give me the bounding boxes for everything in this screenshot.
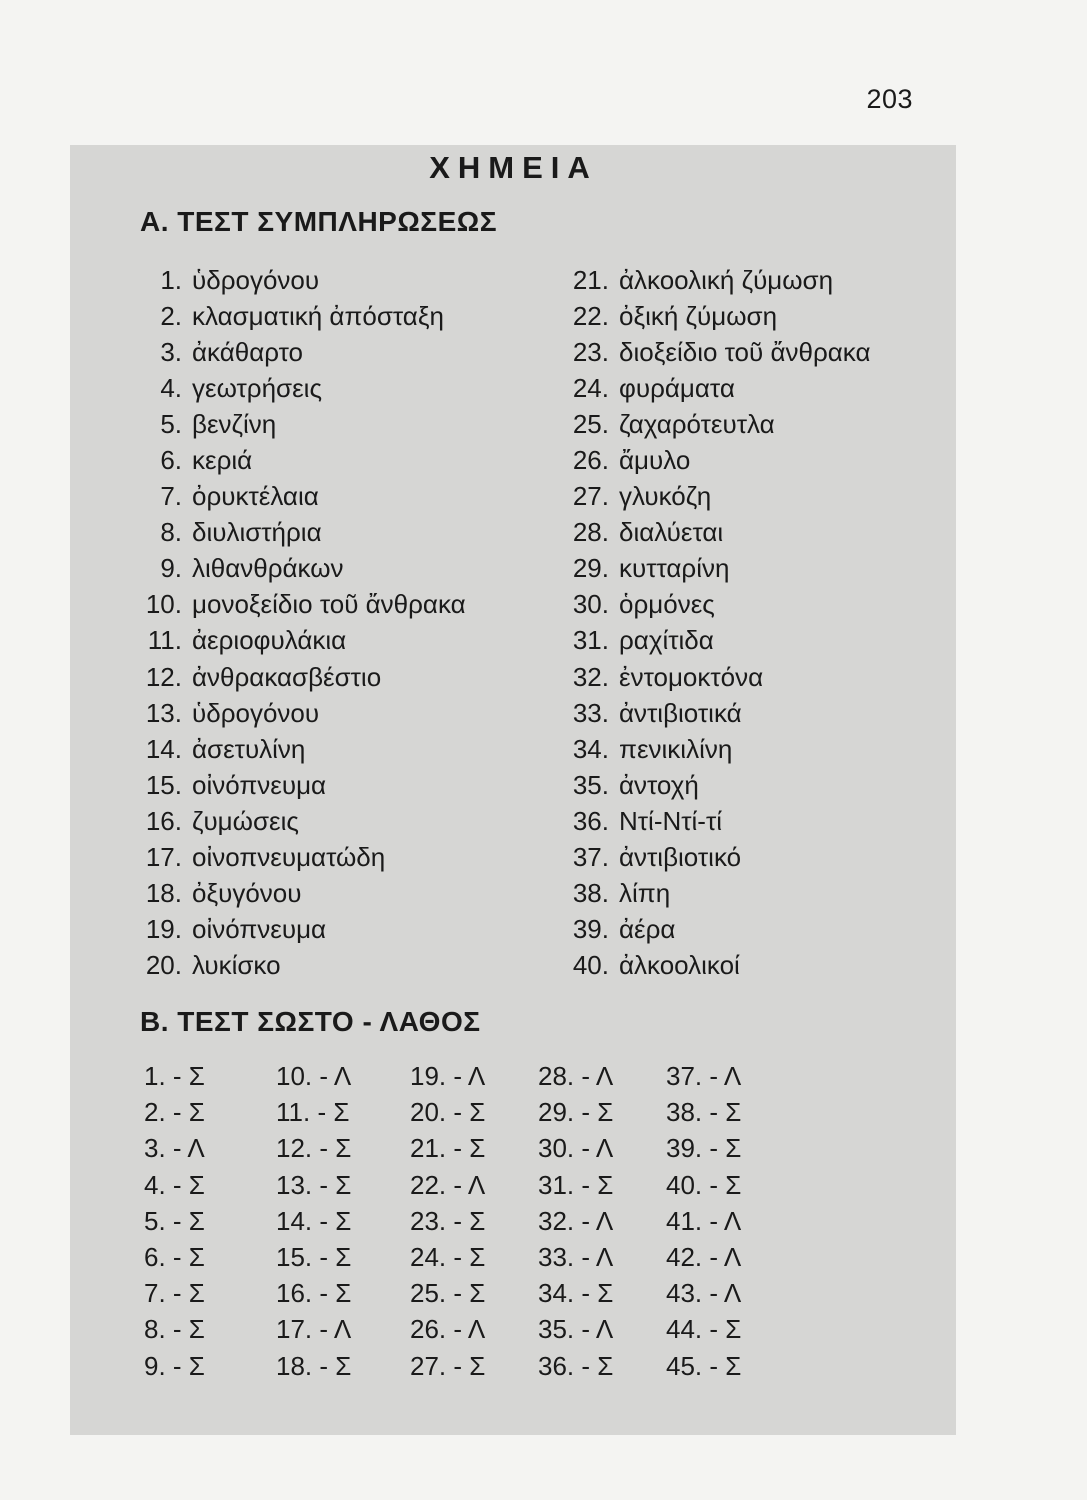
fill-in-item bbox=[136, 298, 466, 334]
fill-in-item bbox=[136, 911, 466, 947]
true-false-answer: 31. - Σ bbox=[538, 1169, 614, 1200]
fill-in-answers-left bbox=[136, 262, 466, 983]
fill-in-item bbox=[136, 731, 466, 767]
fill-in-item bbox=[136, 406, 466, 442]
item-answer: ἀσετυλίνη bbox=[192, 733, 306, 764]
fill-in-item bbox=[565, 514, 870, 550]
item-answer: διοξείδιο τοῦ ἄνθρακα bbox=[619, 337, 871, 368]
true-false-answer: 5. - Σ bbox=[144, 1205, 205, 1236]
item-answer: διαλύεται bbox=[619, 517, 724, 548]
true-false-answer: 33. - Λ bbox=[538, 1241, 614, 1272]
item-number: 33. bbox=[572, 697, 609, 728]
fill-in-item bbox=[565, 803, 870, 839]
item-number: 9. bbox=[160, 553, 182, 584]
fill-in-item bbox=[136, 695, 466, 731]
true-false-answer: 12. - Σ bbox=[276, 1133, 352, 1164]
item-number: 19. bbox=[145, 913, 182, 944]
fill-in-item bbox=[565, 947, 870, 983]
fill-in-item bbox=[136, 622, 466, 658]
item-answer: διυλιστήρια bbox=[192, 517, 322, 548]
item-answer: ὀξυγόνου bbox=[192, 877, 302, 908]
item-answer: ἀέρα bbox=[619, 913, 676, 944]
fill-in-item bbox=[136, 334, 466, 370]
true-false-answer: 44. - Σ bbox=[666, 1314, 742, 1345]
item-number: 7. bbox=[160, 481, 182, 512]
fill-in-item bbox=[565, 442, 870, 478]
item-answer: κλασματική ἀπόσταξη bbox=[192, 301, 444, 332]
true-false-answer: 35. - Λ bbox=[538, 1314, 614, 1345]
true-false-answer: 28. - Λ bbox=[538, 1061, 614, 1091]
item-number: 4. bbox=[160, 373, 182, 404]
item-answer: πενικιλίνη bbox=[619, 733, 733, 764]
true-false-answer: 20. - Σ bbox=[410, 1097, 486, 1128]
fill-in-item bbox=[565, 622, 870, 658]
true-false-answer: 23. - Σ bbox=[410, 1205, 486, 1236]
item-answer: γεωτρήσεις bbox=[192, 373, 322, 404]
fill-in-item bbox=[136, 478, 466, 514]
fill-in-item bbox=[136, 767, 466, 803]
true-false-answer: 43. - Λ bbox=[666, 1278, 742, 1309]
item-number: 17. bbox=[145, 841, 182, 872]
fill-in-item bbox=[136, 586, 466, 622]
item-answer: ὀξική ζύμωση bbox=[619, 301, 778, 332]
section-a-heading: Α. ΤΕΣΤ ΣΥΜΠΛΗΡΩΣΕΩΣ bbox=[140, 206, 498, 237]
item-answer: ἀντοχή bbox=[619, 769, 699, 800]
item-number: 5. bbox=[160, 409, 182, 440]
true-false-answer: 18. - Σ bbox=[276, 1350, 352, 1381]
true-false-answer: 45. - Σ bbox=[666, 1350, 742, 1381]
fill-in-item bbox=[565, 406, 870, 442]
item-number: 8. bbox=[160, 517, 182, 548]
fill-in-answers-right bbox=[565, 262, 870, 983]
fill-in-item bbox=[565, 911, 870, 947]
item-number: 27. bbox=[572, 481, 609, 512]
item-answer: μονοξείδιο τοῦ ἄνθρακα bbox=[192, 589, 466, 620]
true-false-answer: 24. - Σ bbox=[410, 1241, 486, 1272]
fill-in-item bbox=[565, 875, 870, 911]
true-false-answer: 21. - Σ bbox=[410, 1133, 486, 1164]
item-number: 24. bbox=[572, 373, 609, 404]
true-false-column bbox=[410, 1058, 485, 1384]
fill-in-item bbox=[565, 478, 870, 514]
item-answer: ὁρμόνες bbox=[619, 589, 715, 620]
item-answer: ἀντιβιοτικό bbox=[619, 841, 742, 872]
item-number: 32. bbox=[572, 661, 609, 692]
fill-in-item bbox=[136, 875, 466, 911]
fill-in-item bbox=[565, 731, 870, 767]
fill-in-item bbox=[565, 839, 870, 875]
item-answer: οἰνοπνευματώδη bbox=[192, 841, 386, 872]
item-answer: λιθανθράκων bbox=[192, 553, 344, 584]
item-answer: ἄμυλο bbox=[619, 445, 691, 476]
true-false-column bbox=[538, 1058, 613, 1384]
item-answer: ἀνθρακασβέστιο bbox=[192, 661, 382, 692]
fill-in-item bbox=[136, 803, 466, 839]
item-answer: γλυκόζη bbox=[619, 481, 712, 512]
item-answer: ἐντομοκτόνα bbox=[619, 661, 764, 692]
item-answer: ραχίτιδα bbox=[619, 625, 714, 656]
true-false-answer: 29. - Σ bbox=[538, 1097, 614, 1128]
item-answer: φυράματα bbox=[619, 373, 735, 404]
item-number: 25. bbox=[572, 409, 609, 440]
true-false-answer: 22. - Λ bbox=[410, 1169, 486, 1200]
item-number: 23. bbox=[572, 337, 609, 368]
true-false-answer: 11. - Σ bbox=[276, 1097, 350, 1128]
fill-in-item bbox=[565, 334, 870, 370]
true-false-answer: 7. - Σ bbox=[144, 1278, 205, 1309]
item-answer: ἀλκοολικοί bbox=[619, 949, 740, 980]
fill-in-item bbox=[136, 442, 466, 478]
item-number: 36. bbox=[572, 805, 609, 836]
true-false-answer: 13. - Σ bbox=[276, 1169, 352, 1200]
item-answer: ζαχαρότευτλα bbox=[619, 409, 775, 440]
item-answer: λυκίσκο bbox=[192, 949, 281, 980]
fill-in-item bbox=[565, 659, 870, 695]
fill-in-item bbox=[565, 298, 870, 334]
item-number: 35. bbox=[572, 769, 609, 800]
item-answer: οἰνόπνευμα bbox=[192, 913, 327, 944]
true-false-answer: 17. - Λ bbox=[276, 1314, 352, 1345]
item-number: 30. bbox=[572, 589, 609, 620]
item-answer: ὀρυκτέλαια bbox=[192, 481, 319, 512]
fill-in-item bbox=[565, 767, 870, 803]
true-false-answer: 38. - Σ bbox=[666, 1097, 742, 1128]
item-number: 22. bbox=[572, 301, 609, 332]
true-false-answer: 9. - Σ bbox=[144, 1350, 205, 1381]
item-number: 28. bbox=[572, 517, 609, 548]
true-false-answer: 4. - Σ bbox=[144, 1169, 205, 1200]
true-false-answer: 36. - Σ bbox=[538, 1350, 614, 1381]
true-false-answer: 19. - Λ bbox=[410, 1061, 486, 1091]
true-false-answer: 27. - Σ bbox=[410, 1350, 486, 1381]
item-number: 12. bbox=[145, 661, 182, 692]
item-number: 16. bbox=[145, 805, 182, 836]
true-false-answer: 37. - Λ bbox=[666, 1061, 742, 1091]
item-number: 38. bbox=[572, 877, 609, 908]
item-number: 29. bbox=[572, 553, 609, 584]
true-false-answer: 6. - Σ bbox=[144, 1241, 205, 1272]
true-false-answer: 10. - Λ bbox=[276, 1061, 352, 1091]
true-false-column bbox=[666, 1058, 741, 1384]
true-false-answer: 15. - Σ bbox=[276, 1241, 352, 1272]
fill-in-item bbox=[565, 370, 870, 406]
item-number: 40. bbox=[572, 949, 609, 980]
true-false-answer: 41. - Λ bbox=[666, 1205, 742, 1236]
page-number: 203 bbox=[866, 84, 913, 114]
fill-in-item bbox=[136, 370, 466, 406]
item-number: 10. bbox=[145, 589, 182, 620]
item-number: 39. bbox=[572, 913, 609, 944]
item-answer: ὑδρογόνου bbox=[192, 265, 320, 295]
fill-in-item bbox=[136, 839, 466, 875]
item-answer: λίπη bbox=[619, 877, 671, 908]
fill-in-item bbox=[565, 586, 870, 622]
true-false-answer: 30. - Λ bbox=[538, 1133, 614, 1164]
fill-in-item bbox=[565, 550, 870, 586]
true-false-answer: 14. - Σ bbox=[276, 1205, 352, 1236]
item-number: 2. bbox=[160, 301, 182, 332]
item-number: 37. bbox=[572, 841, 609, 872]
item-number: 34. bbox=[572, 733, 609, 764]
true-false-column bbox=[144, 1058, 205, 1384]
item-answer: ἀντιβιοτικά bbox=[619, 697, 742, 728]
fill-in-item bbox=[565, 262, 870, 298]
true-false-answer: 40. - Σ bbox=[666, 1169, 742, 1200]
true-false-answer: 34. - Σ bbox=[538, 1278, 614, 1309]
section-b-heading: Β. ΤΕΣΤ ΣΩΣΤΟ - ΛΑΘΟΣ bbox=[140, 1006, 481, 1037]
item-number: 6. bbox=[160, 445, 182, 476]
fill-in-item bbox=[565, 695, 870, 731]
true-false-answer: 1. - Σ bbox=[144, 1061, 205, 1091]
true-false-answer: 8. - Σ bbox=[144, 1314, 205, 1345]
item-answer: βενζίνη bbox=[192, 409, 277, 440]
true-false-answer: 39. - Σ bbox=[666, 1133, 742, 1164]
true-false-answer: 3. - Λ bbox=[144, 1133, 205, 1164]
item-answer: ἀλκοολική ζύμωση bbox=[619, 265, 834, 295]
fill-in-item bbox=[136, 262, 466, 298]
item-answer: Ντί-Ντί-τί bbox=[619, 805, 723, 836]
item-number: 1. bbox=[160, 265, 182, 295]
item-answer: κεριά bbox=[192, 445, 253, 476]
true-false-answer: 2. - Σ bbox=[144, 1097, 205, 1128]
true-false-answer: 32. - Λ bbox=[538, 1205, 614, 1236]
item-answer: ὑδρογόνου bbox=[192, 697, 320, 728]
true-false-answer: 42. - Λ bbox=[666, 1241, 742, 1272]
item-number: 14. bbox=[145, 733, 182, 764]
fill-in-item bbox=[136, 550, 466, 586]
fill-in-item bbox=[136, 514, 466, 550]
fill-in-item bbox=[136, 659, 466, 695]
item-number: 20. bbox=[145, 949, 182, 980]
true-false-answer: 16. - Σ bbox=[276, 1278, 352, 1309]
item-number: 26. bbox=[572, 445, 609, 476]
item-number: 31. bbox=[572, 625, 609, 656]
item-answer: ἀεριοφυλάκια bbox=[192, 625, 347, 656]
item-number: 18. bbox=[145, 877, 182, 908]
item-answer: κυτταρίνη bbox=[619, 553, 730, 584]
item-number: 3. bbox=[160, 337, 182, 368]
true-false-column bbox=[276, 1058, 351, 1384]
item-answer: ἀκάθαρτο bbox=[192, 337, 304, 368]
true-false-answer: 26. - Λ bbox=[410, 1314, 486, 1345]
item-number: 11. bbox=[147, 625, 182, 656]
item-number: 15. bbox=[145, 769, 182, 800]
page-title: ΧΗΜΕΙΑ bbox=[429, 150, 598, 185]
true-false-answer: 25. - Σ bbox=[410, 1278, 486, 1309]
item-answer: ζυμώσεις bbox=[192, 805, 299, 836]
fill-in-item bbox=[136, 947, 466, 983]
item-answer: οἰνόπνευμα bbox=[192, 769, 327, 800]
item-number: 21. bbox=[572, 265, 609, 295]
item-number: 13. bbox=[145, 697, 182, 728]
